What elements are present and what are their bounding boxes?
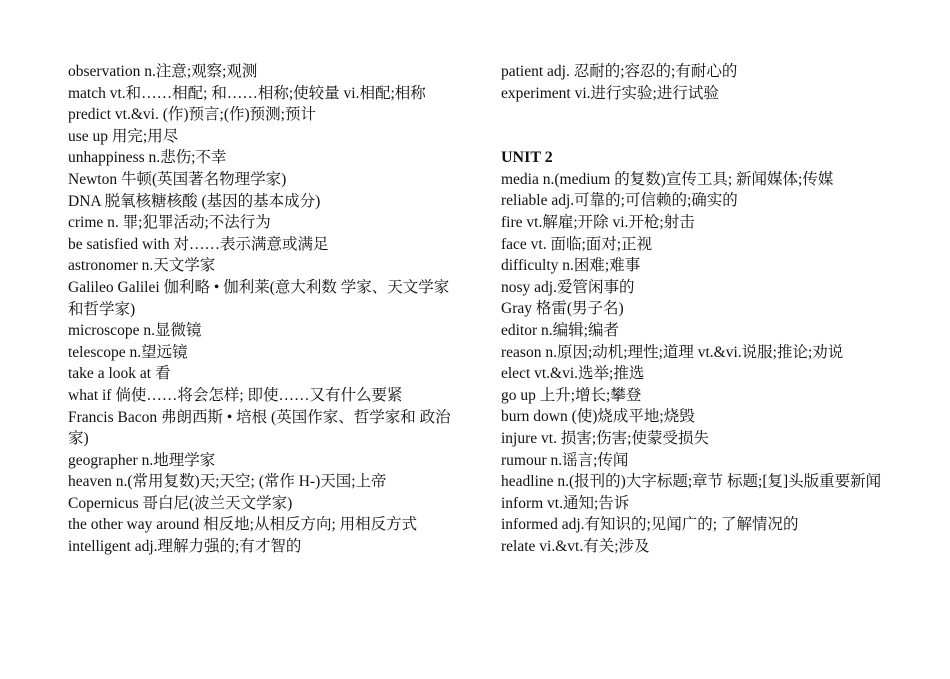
entry-telescope: telescope n.望远镜 (68, 343, 188, 361)
entry-informed: informed adj.有知识的;见闻广的; 了解情况的 (501, 516, 799, 534)
entry-experiment: experiment vi.进行实验;进行试验 (501, 84, 719, 102)
entry-crime: crime n. 罪;犯罪活动;不法行为 (68, 214, 271, 232)
unit-heading: UNIT 2 (501, 149, 553, 167)
entry-intelligent: intelligent adj.理解力强的;有才智的 (68, 538, 302, 556)
entry-predict: predict vt.&vi. (作)预言;(作)预测;预计 (68, 106, 316, 124)
entry-observation: observation n.注意;观察;观测 (68, 63, 258, 80)
entry-the-other-way-around: the other way around 相反地;从相反方向; 用相反方式 (68, 516, 418, 534)
entry-media: media n.(medium 的复数)宣传工具; 新闻媒体;传媒 (501, 170, 834, 188)
entry-difficulty: difficulty n.困难;难事 (501, 257, 641, 275)
entry-patient: patient adj. 忍耐的;容忍的;有耐心的 (501, 63, 738, 80)
entry-microscope: microscope n.显微镜 (68, 322, 202, 340)
entry-face: face vt. 面临;面对;正视 (501, 235, 653, 253)
entry-burn-down: burn down (使)烧成平地;烧毁 (501, 408, 695, 426)
entry-nosy: nosy adj.爱管闲事的 (501, 278, 635, 296)
entry-go-up: go up 上升;增长;攀登 (501, 386, 642, 404)
section-spacer (501, 104, 886, 147)
entry-headline: headline n.(报刊的)大字标题;章节 标题;[复]头版重要新闻 (501, 473, 882, 491)
entry-unhappiness: unhappiness n.悲伤;不幸 (68, 149, 227, 167)
right-column (501, 61, 886, 557)
entry-relate: relate vi.&vt.有关;涉及 (501, 537, 650, 555)
entry-newton: Newton 牛顿(英国著名物理学家) (68, 170, 287, 188)
entry-francis-bacon: Francis Bacon 弗朗西斯 • 培根 (英国作家、哲学家和 政治家) (68, 408, 451, 448)
entry-be-satisfied-with: be satisfied with 对……表示满意或满足 (68, 235, 329, 253)
entry-heaven: heaven n.(常用复数)天;天空; (常作 H-)天国;上帝 (68, 473, 387, 491)
entry-match: match vt.和……相配; 和……相称;使较量 vi.相配;相称 (68, 84, 426, 102)
entry-gray: Gray 格雷(男子名) (501, 300, 624, 318)
entry-galileo: Galileo Galilei 伽利略 • 伽利莱(意大利数 学家、天文学家和哲学家) (68, 278, 450, 318)
entry-copernicus: Copernicus 哥白尼(波兰天文学家) (68, 494, 293, 512)
entry-rumour: rumour n.谣言;传闻 (501, 451, 629, 469)
entry-editor: editor n.编辑;编者 (501, 321, 619, 339)
entry-dna: DNA 脱氧核糖核酸 (基因的基本成分) (68, 192, 321, 210)
entry-fire: fire vt.解雇;开除 vi.开枪;射击 (501, 213, 695, 231)
left-column (68, 61, 453, 558)
entry-reason: reason n.原因;动机;理性;道理 vt.&vi.说服;推论;劝说 (501, 343, 844, 361)
entry-inform: inform vt.通知;告诉 (501, 494, 630, 512)
entry-astronomer: astronomer n.天文学家 (68, 257, 216, 275)
entry-take-a-look-at: take a look at 看 (68, 365, 171, 383)
entry-injure: injure vt. 损害;伤害;使蒙受损失 (501, 429, 709, 447)
entry-elect: elect vt.&vi.选举;推选 (501, 365, 645, 383)
entry-reliable: reliable adj.可靠的;可信赖的;确实的 (501, 192, 738, 210)
entry-what-if: what if 倘使……将会怎样; 即使……又有什么要紧 (68, 386, 403, 404)
entry-use-up: use up 用完;用尽 (68, 127, 179, 145)
entry-geographer: geographer n.地理学家 (68, 451, 216, 469)
